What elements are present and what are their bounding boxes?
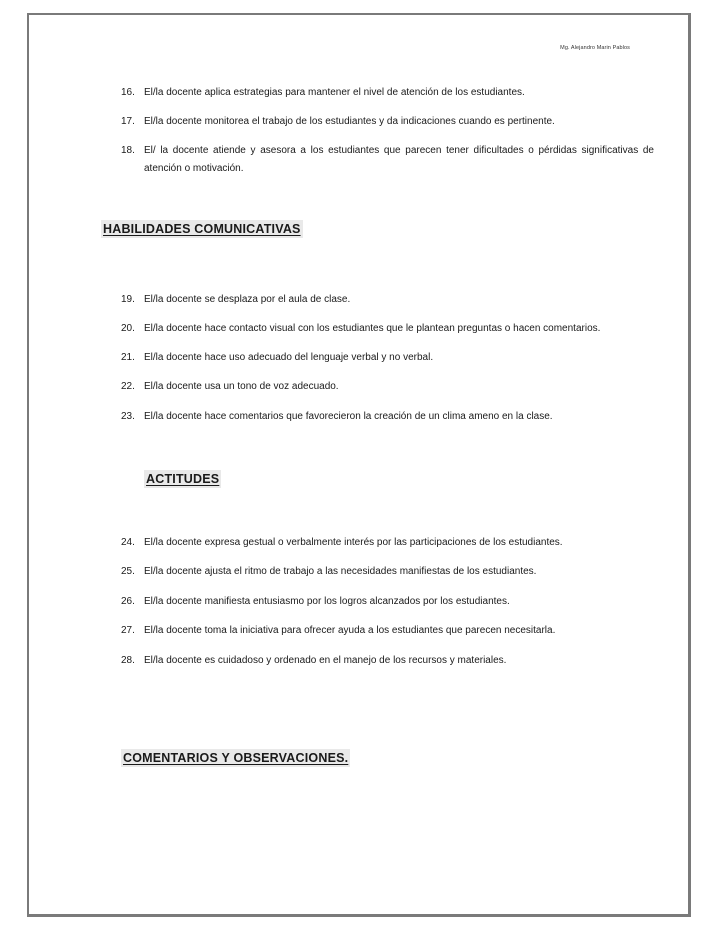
item-text: El/la docente toma la iniciativa para ofrecer ayuda a los estudiantes que parecen necesitarla. [144,625,556,636]
item-text: El/la docente monitorea el trabajo de los estudiantes y da indicaciones cuando es pertinente. [144,116,555,127]
item-number: 18. [121,145,135,156]
item-number: 25. [121,566,135,577]
list-item-17 [121,113,555,131]
item-number: 24. [121,537,135,548]
item-number: 27. [121,625,135,636]
item-number: 23. [121,411,135,422]
item-text: El/la docente aplica estrategias para mantener el nivel de atención de los estudiantes. [144,87,525,98]
item-number: 16. [121,87,135,98]
list-item-23 [121,408,553,426]
item-text: El/la docente expresa gestual o verbalmente interés por las participaciones de los estudiantes. [144,537,563,548]
item-text: El/la docente es cuidadoso y ordenado en el manejo de los recursos y materiales. [144,655,507,666]
section-heading-habilidades: HABILIDADES COMUNICATIVAS [103,222,301,236]
list-item-20 [121,320,600,338]
list-item-25 [121,563,536,581]
item-text: El/la docente manifiesta entusiasmo por los logros alcanzados por los estudiantes. [144,596,510,607]
list-item-22 [121,378,339,396]
item-number: 17. [121,116,135,127]
item-text: El/la docente hace uso adecuado del lenguaje verbal y no verbal. [144,352,434,363]
item-number: 26. [121,596,135,607]
item-text: El/la docente hace comentarios que favorecieron la creación de un clima ameno en la clase. [144,411,553,422]
list-item-19 [121,291,350,309]
section-heading-actitudes: ACTITUDES [146,472,220,486]
item-text: El/la docente usa un tono de voz adecuado. [144,381,339,392]
item-text: El/ la docente atiende y asesora a los estudiantes que parecen tener dificultades o pérdidas significativas de atención o motivación. [144,145,654,174]
list-item-28 [121,652,506,670]
item-text: El/la docente ajusta el ritmo de trabajo a las necesidades manifiestas de los estudiantes. [144,566,537,577]
item-text: El/la docente hace contacto visual con los estudiantes que le plantean preguntas o hacen comentarios. [144,323,601,334]
list-item-18 [121,142,654,178]
list-item-24 [121,534,563,552]
item-text: El/la docente se desplaza por el aula de clase. [144,294,351,305]
list-item-27 [121,622,555,640]
item-number: 28. [121,655,135,666]
list-item-21 [121,349,433,367]
item-number: 19. [121,294,135,305]
list-item-26 [121,593,510,611]
item-number: 20. [121,323,135,334]
header-author: Mg. Alejandro Marin Pablos [560,45,630,51]
item-number: 21. [121,352,135,363]
item-number: 22. [121,381,135,392]
section-heading-comentarios: COMENTARIOS Y OBSERVACIONES. [123,751,349,765]
list-item-16 [121,84,525,102]
